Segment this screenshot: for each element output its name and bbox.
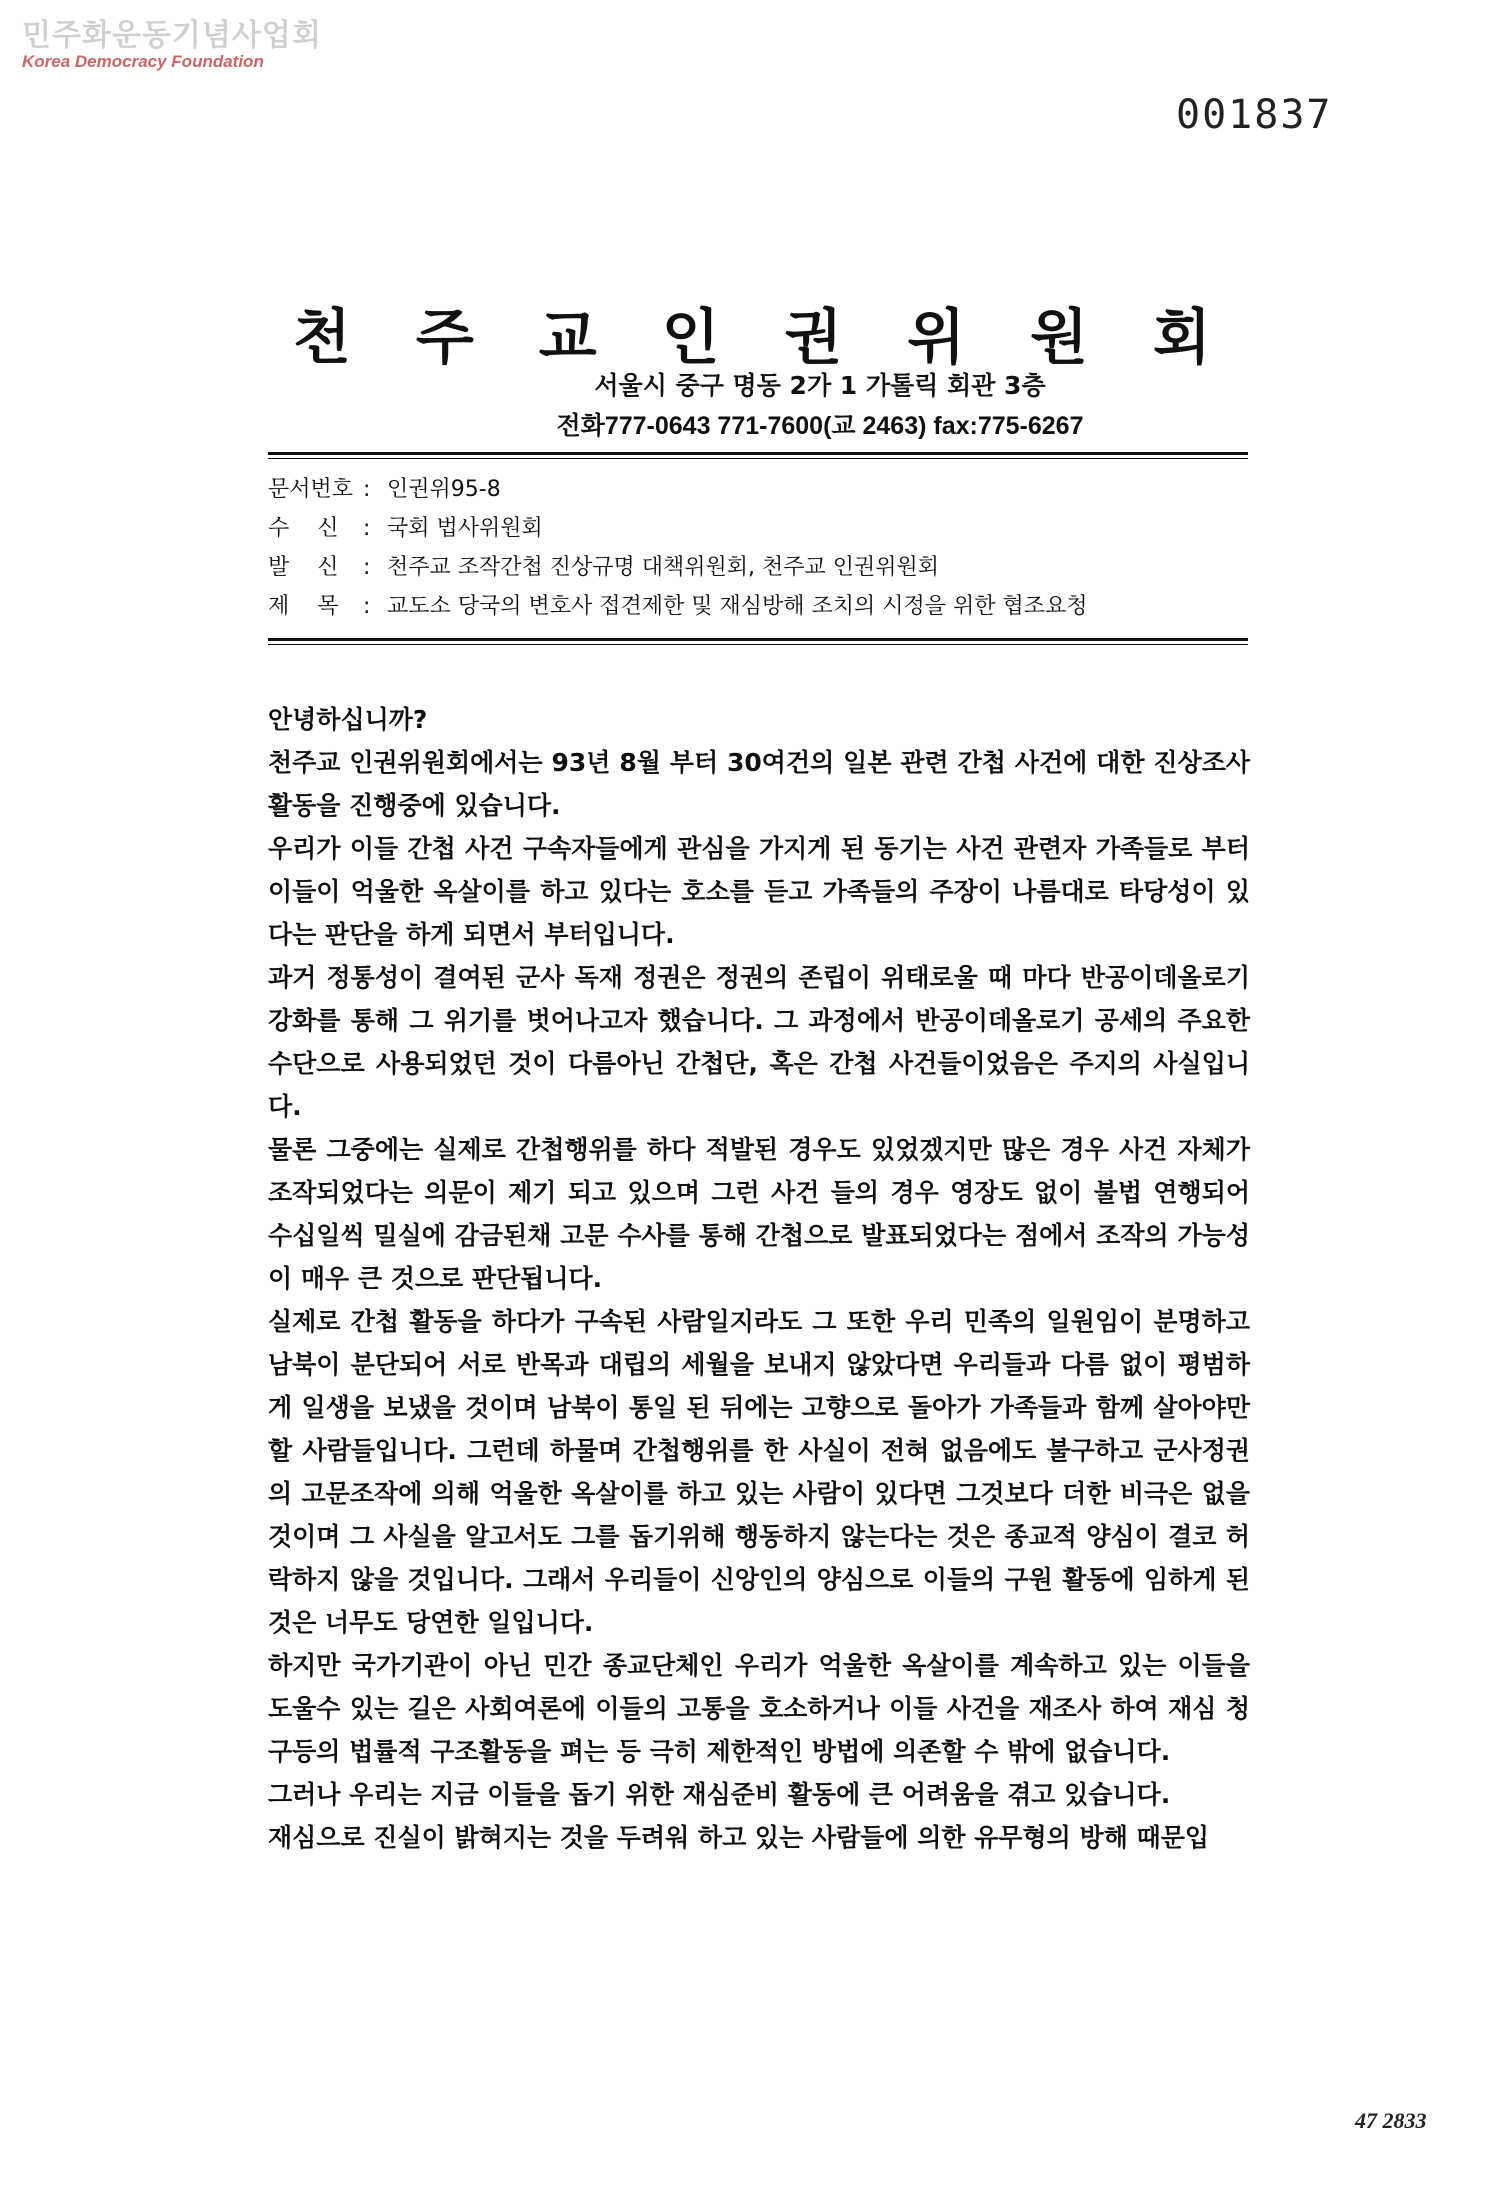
body-paragraph: 재심으로 진실이 밝혀지는 것을 두려워 하고 있는 사람들에 의한 유무형의 방해 때문입 xyxy=(268,1823,1209,1852)
header-divider xyxy=(268,452,1248,459)
watermark-english: Korea Democracy Foundation xyxy=(22,52,264,71)
foundation-watermark xyxy=(22,18,322,72)
meta-value: 천주교 조작간첩 진상규명 대책위원회, 천주교 인권위원회 xyxy=(387,555,940,580)
meta-label: 제 목 xyxy=(268,594,339,619)
organization-address: 서울시 중구 명동 2가 1 가톨릭 회관 3층 xyxy=(594,371,1046,400)
meta-label: 수 신 xyxy=(268,516,339,541)
watermark-korean: 민주화운동기념사업회 xyxy=(22,18,322,53)
meta-value: 교도소 당국의 변호사 접견제한 및 재심방해 조치의 시정을 위한 협조요청 xyxy=(387,594,1088,619)
meta-row-recipient: 수 신 : 국회 법사위원회 xyxy=(268,509,1268,548)
meta-label: 문서번호 xyxy=(268,477,354,502)
metadata-divider xyxy=(268,638,1248,645)
body-paragraph: 과거 정통성이 결여된 군사 독재 정권은 정권의 존립이 위태로울 때 마다 반공이데올로기 강화를 통해 그 위기를 벗어나고자 했습니다. 그 과정에서 반공이데올로기 공세의 주요한 수단으로 사용되었던 것이 다름아닌 간첩단, 혹은 간첩 사건들이었음은 주지의 사실입니다. xyxy=(268,963,1250,1121)
handwritten-page-mark: 47 2833 xyxy=(1355,2108,1427,2133)
archive-document-number: 001837 xyxy=(1176,92,1333,138)
meta-value: 국회 법사위원회 xyxy=(387,516,543,541)
meta-row-doc-number: 문서번호 : 인권위95-8 xyxy=(268,470,1268,509)
organization-title: 천 주 교 인 권 위 원 회 xyxy=(293,303,1233,373)
body-paragraph: 실제로 간첩 활동을 하다가 구속된 사람일지라도 그 또한 우리 민족의 일원임이 분명하고 남북이 분단되어 서로 반목과 대립의 세월을 보내지 않았다면 우리들과 다름 없이 평범하게 일생을 보냈을 것이며 남북이 통일 된 뒤에는 고향으로 돌아가 가족들과 함께 살아야만 할 사람들입니다. 그런데 하물며 간첩행위를 한 사실이 전혀 없음에도 불구하고 군사정권의 고문조작에 의해 억울한 옥살이를 하고 있는 사람이 있다면 그것보다 더한 비극은 없을 것이며 그 사실을 알고서도 그를 돕기위해 행동하지 않는다는 것은 종교적 양심이 결코 허락하지 않을 것입니다. 그래서 우리들이 신앙인의 양심으로 이들의 구원 활동에 임하게 된 것은 너무도 당연한 일입니다. xyxy=(268,1307,1250,1637)
meta-label: 발 신 xyxy=(268,555,339,580)
memo-metadata xyxy=(268,470,1268,626)
body-paragraph: 하지만 국가기관이 아닌 민간 종교단체인 우리가 억울한 옥살이를 계속하고 있는 이들을 도울수 있는 길은 사회여론에 이들의 고통을 호소하거나 이들 사건을 재조사 하여 재심 청구등의 법률적 구조활동을 펴는 등 극히 제한적인 방법에 의존할 수 밖에 없습니다. xyxy=(268,1651,1250,1766)
body-paragraph: 우리가 이들 간첩 사건 구속자들에게 관심을 가지게 된 동기는 사건 관련자 가족들로 부터 이들이 억울한 옥살이를 하고 있다는 호소를 듣고 가족들의 주장이 나름대로 타당성이 있다는 판단을 하게 되면서 부터입니다. xyxy=(268,834,1250,949)
meta-row-sender: 발 신 : 천주교 조작간첩 진상규명 대책위원회, 천주교 인권위원회 xyxy=(268,548,1268,587)
body-paragraph: 천주교 인권위원회에서는 93년 8월 부터 30여건의 일본 관련 간첩 사건에 대한 진상조사 활동을 진행중에 있습니다. xyxy=(268,748,1250,820)
body-paragraph: 물론 그중에는 실제로 간첩행위를 하다 적발된 경우도 있었겠지만 많은 경우 사건 자체가 조작되었다는 의문이 제기 되고 있으며 그런 사건 들의 경우 영장도 없이 불법 연행되어 수십일씩 밀실에 감금된채 고문 수사를 통해 간첩으로 발표되었다는 점에서 조작의 가능성이 매우 큰 것으로 판단됩니다. xyxy=(268,1135,1250,1293)
organization-phone: 전화777-0643 771-7600(교 2463) fax:775-6267 xyxy=(556,412,1084,440)
letter-body xyxy=(268,698,1250,1859)
meta-row-subject: 제 목 : 교도소 당국의 변호사 접견제한 및 재심방해 조치의 시정을 위한 협조요청 xyxy=(268,587,1268,626)
meta-value: 인권위95-8 xyxy=(387,477,501,502)
greeting: 안녕하십니까? xyxy=(268,705,428,734)
body-paragraph: 그러나 우리는 지금 이들을 돕기 위한 재심준비 활동에 큰 어려움을 겪고 있습니다. xyxy=(268,1780,1171,1809)
